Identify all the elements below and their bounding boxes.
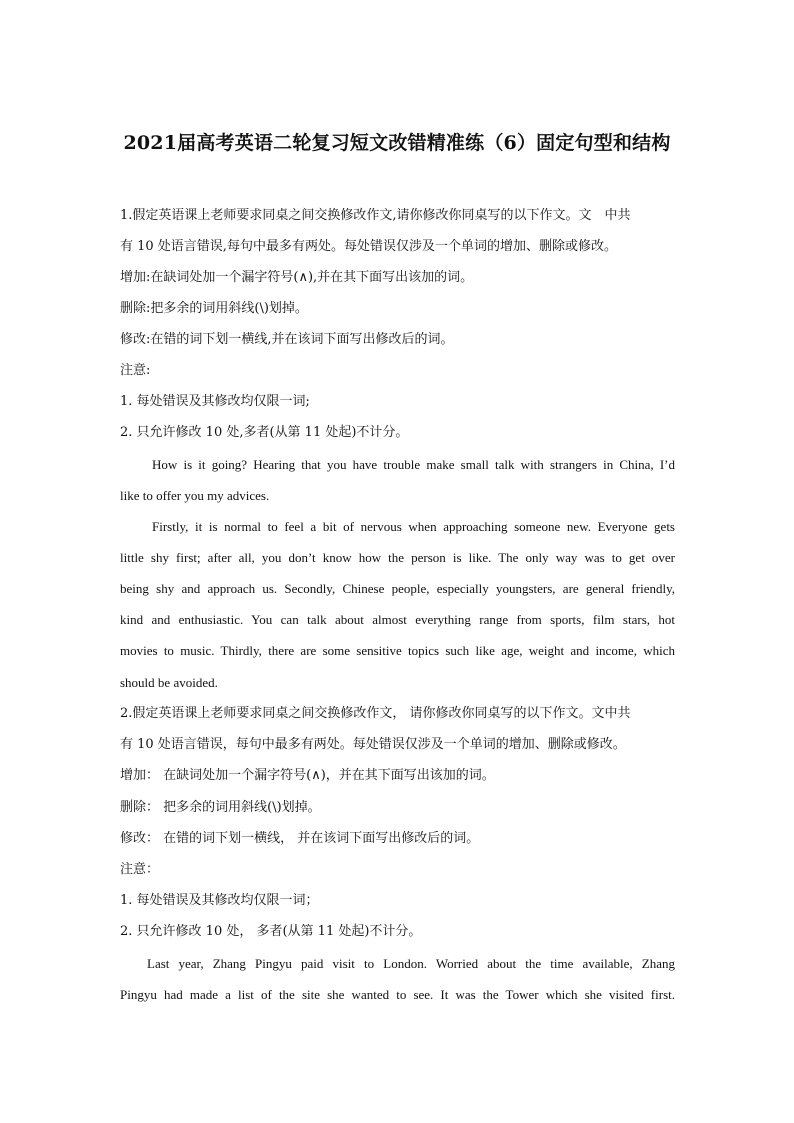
q1-passage-line: little shy first; after all, you don’t know how the person is like. The only way was to get over <box>120 550 675 565</box>
q2-instruction-line: 注意： <box>120 862 160 877</box>
q1-instruction-line: 有 10 处语言错误,每句中最多有两处。每处错误仅涉及一个单词的增加、删除或修改。 <box>120 239 617 254</box>
q1-passage-line: being shy and approach us. Secondly, Chinese people, especially youngsters, are general friendly, <box>120 581 675 596</box>
q1-passage-line: How is it going? Hearing that you have trouble make small talk with strangers in China, I’d <box>152 457 675 472</box>
q1-instruction-line: 1. 每处错误及其修改均仅限一词; <box>120 394 310 409</box>
q1-instruction-line: 删除:把多余的词用斜线(\)划掉。 <box>120 301 308 316</box>
q1-passage-line: Firstly, it is normal to feel a bit of nervous when approaching someone new. Everyone gets <box>152 519 675 534</box>
q1-passage-line: kind and enthusiastic. You can talk about almost everything range from sports, film stars, hot <box>120 612 675 627</box>
q2-instruction-line: 2.假定英语课上老师要求同桌之间交换修改作文， 请你修改你同桌写的以下作文。文中共 <box>120 706 631 721</box>
q2-instruction-line: 1. 每处错误及其修改均仅限一词； <box>120 893 319 908</box>
q2-instruction-line: 有 10 处语言错误，每句中最多有两处。每处错误仅涉及一个单词的增加、删除或修改。 <box>120 737 626 752</box>
q1-instruction-line: 注意: <box>120 363 151 378</box>
q2-passage-line: Pingyu had made a list of the site she wanted to see. It was the Tower which she visited first. <box>120 987 675 1002</box>
q1-instruction-line: 修改:在错的词下划一横线,并在该词下面写出修改后的词。 <box>120 332 454 347</box>
q2-instruction-line: 删除： 把多余的词用斜线(\)划掉。 <box>120 800 321 815</box>
q1-passage-line: should be avoided. <box>120 675 218 690</box>
q1-passage-line: movies to music. Thirdly, there are some sensitive topics such like age, weight and income, which <box>120 643 675 658</box>
q2-instruction-line: 修改： 在错的词下划一横线， 并在该词下面写出修改后的词。 <box>120 831 480 846</box>
document-title: 2021届高考英语二轮复习短文改错精准练（6）固定句型和结构 <box>123 132 671 154</box>
q2-passage-line: Last year, Zhang Pingyu paid visit to London. Worried about the time available, Zhang <box>147 956 675 971</box>
q1-passage-line: like to offer you my advices. <box>120 488 270 503</box>
q1-instruction-line: 增加:在缺词处加一个漏字符号(∧),并在其下面写出该加的词。 <box>120 270 474 285</box>
q1-instruction-line: 2. 只允许修改 10 处,多者(从第 11 处起)不计分。 <box>120 425 409 440</box>
q1-instruction-line: 1.假定英语课上老师要求同桌之间交换修改作文,请你修改你同桌写的以下作文。文 中共 <box>120 208 631 223</box>
q2-instruction-line: 2. 只允许修改 10 处， 多者(从第 11 处起)不计分。 <box>120 924 422 939</box>
q2-instruction-line: 增加： 在缺词处加一个漏字符号(∧)，并在其下面写出该加的词。 <box>120 768 495 783</box>
